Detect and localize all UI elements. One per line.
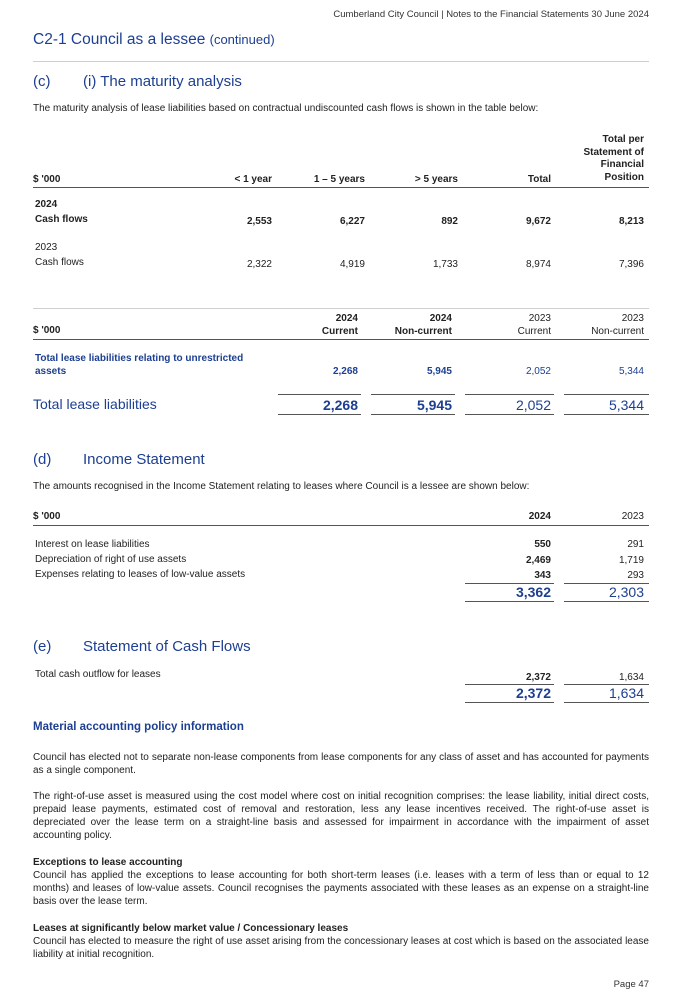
divider xyxy=(33,61,649,62)
table-rule xyxy=(33,339,649,340)
total-rule xyxy=(465,414,554,415)
liab-col-header xyxy=(591,312,644,338)
maturity-cell: 7,396 xyxy=(618,259,644,270)
maturity-col-gt5: > 5 years xyxy=(414,174,458,185)
total-rule xyxy=(465,601,554,602)
cashflows-total-cell: 1,634 xyxy=(608,685,644,701)
table-rule xyxy=(33,187,649,188)
income-cell: 1,719 xyxy=(618,555,644,566)
total-rule xyxy=(278,414,361,415)
income-row-label: Expenses relating to leases of low-value assets xyxy=(35,569,246,580)
section-d-title: Income Statement xyxy=(83,451,205,468)
section-c-letter: (c) xyxy=(33,73,51,90)
maturity-col-total: Total xyxy=(527,174,551,185)
liab-col-type: Non-current xyxy=(394,326,452,337)
policy-paragraph xyxy=(33,751,649,777)
liab-total-cell: 5,945 xyxy=(416,397,452,413)
maturity-cell: 2,553 xyxy=(246,216,272,227)
liab-cell: 5,945 xyxy=(426,366,452,377)
maturity-cell: 9,672 xyxy=(525,216,551,227)
maturity-cell: 6,227 xyxy=(339,216,365,227)
section-e-title: Statement of Cash Flows xyxy=(83,638,251,655)
policy-text: Council has applied the exceptions to lease accounting for both short-term leases (i.e. leases with a term of less than or equal to 12 months) and leases of low-value assets. Council recognises the payments associated with these leases as an expense on a straight-line basis over the lease term. xyxy=(33,870,649,907)
section-c-intro: The maturity analysis of lease liabilities based on contractual undiscounted cash flows is shown in the table below: xyxy=(33,103,539,114)
liab-col-year: 2023 xyxy=(528,313,551,324)
sofp-line: Financial xyxy=(600,159,644,170)
section-c-heading xyxy=(33,73,242,90)
policy-subheading: Exceptions to lease accounting xyxy=(33,857,183,868)
income-row-label: Depreciation of right of use assets xyxy=(35,554,187,565)
maturity-col-sofp xyxy=(583,134,644,184)
liab-col-year: 2023 xyxy=(621,313,644,324)
policy-text: The right-of-use asset is measured using the cost model where cost on initial recognition comprises: the lease liability, initial direct costs, prepaid lease payments, estimated cost of removal and restoration, less any lease incentives received. The right-of-use asset is depreciated over the lease term on a straight-line basis and assessed for impairment in accordance with the impairment of asset accounting policy. xyxy=(33,791,649,841)
page-title xyxy=(33,31,275,49)
policy-subheading: Leases at significantly below market value / Concessionary leases xyxy=(33,923,349,934)
income-cell: 343 xyxy=(534,570,551,581)
policy-paragraph xyxy=(33,856,649,908)
maturity-col-lt1: < 1 year xyxy=(234,174,272,185)
maturity-cell: 892 xyxy=(441,216,458,227)
total-rule xyxy=(465,702,554,703)
income-cell: 291 xyxy=(627,539,644,550)
cashflows-total-cell: 2,372 xyxy=(515,685,551,701)
section-d-intro: The amounts recognised in the Income Statement relating to leases where Council is a lessee are shown below: xyxy=(33,481,530,492)
total-rule xyxy=(371,394,455,395)
liab-col-type: Current xyxy=(517,326,551,337)
liab-col-year: 2024 xyxy=(429,313,452,324)
document-header: Cumberland City Council | Notes to the Financial Statements 30 June 2024 xyxy=(333,9,649,20)
liab-row-label-line: assets xyxy=(35,366,67,377)
policy-text: Council has elected to measure the right of use asset arising from the concessionary leases at cost which is based on the associated lease liability at initial recognition. xyxy=(33,936,649,960)
maturity-cell: 8,213 xyxy=(618,216,644,227)
liab-cell: 5,344 xyxy=(618,366,644,377)
title-continued: (continued) xyxy=(209,32,275,47)
total-rule xyxy=(278,394,361,395)
maturity-col-1-5: 1 – 5 years xyxy=(313,174,365,185)
income-cell: 2,469 xyxy=(525,555,551,566)
section-e-letter: (e) xyxy=(33,638,52,655)
total-rule xyxy=(564,702,649,703)
total-rule xyxy=(564,414,649,415)
liab-row-label xyxy=(35,352,243,378)
liab-total-label: Total lease liabilities xyxy=(33,396,157,412)
income-total-cell: 3,362 xyxy=(515,584,551,600)
total-rule xyxy=(564,394,649,395)
income-total-cell: 2,303 xyxy=(608,584,644,600)
total-rule xyxy=(564,601,649,602)
section-d-heading xyxy=(33,451,205,468)
section-d-letter: (d) xyxy=(33,451,52,468)
income-cell: 550 xyxy=(534,539,551,550)
policy-text: Council has elected not to separate non-lease components from lease components for any class of asset and has accounted for payments as a single component. xyxy=(33,752,649,776)
maturity-cell: 1,733 xyxy=(432,259,458,270)
maturity-unit-header: $ '000 xyxy=(33,174,61,185)
section-e-heading xyxy=(33,638,251,655)
liab-col-header xyxy=(322,312,358,338)
total-rule xyxy=(465,394,554,395)
liab-total-cell: 2,052 xyxy=(515,397,551,413)
liab-cell: 2,268 xyxy=(332,366,358,377)
page-number: Page 47 xyxy=(613,979,649,990)
maturity-cell: 4,919 xyxy=(339,259,365,270)
maturity-row-label: Cash flows xyxy=(35,214,88,225)
sofp-line: Position xyxy=(604,171,644,183)
total-rule xyxy=(371,414,455,415)
income-col-2023: 2023 xyxy=(621,511,644,522)
income-row-label: Interest on lease liabilities xyxy=(35,539,150,550)
maturity-row-year: 2024 xyxy=(35,199,58,210)
liab-col-type: Current xyxy=(321,326,358,337)
liab-cell: 2,052 xyxy=(525,366,551,377)
income-cell: 293 xyxy=(627,570,644,581)
section-c-title: (i) The maturity analysis xyxy=(83,73,242,90)
cashflows-cell: 1,634 xyxy=(618,672,644,683)
maturity-cell: 8,974 xyxy=(525,259,551,270)
liab-unit-header: $ '000 xyxy=(33,325,61,336)
liab-total-cell: 2,268 xyxy=(322,397,358,413)
liab-col-header xyxy=(395,312,452,338)
sofp-line: Total per xyxy=(602,134,644,145)
sofp-line: Statement of xyxy=(583,146,644,158)
policy-paragraph xyxy=(33,922,649,961)
table-rule xyxy=(33,525,649,526)
cashflows-cell: 2,372 xyxy=(525,672,551,683)
title-main: C2-1 Council as a lessee xyxy=(33,31,206,48)
income-col-2024: 2024 xyxy=(528,511,551,522)
maturity-row-year: 2023 xyxy=(35,242,58,253)
liab-row-label-line: Total lease liabilities relating to unrestricted xyxy=(35,353,244,364)
liab-col-year: 2024 xyxy=(335,313,358,324)
policy-heading: Material accounting policy information xyxy=(33,721,244,733)
policy-paragraph xyxy=(33,790,649,842)
cashflows-row-label: Total cash outflow for leases xyxy=(35,669,161,680)
maturity-row-label: Cash flows xyxy=(35,257,84,268)
liab-total-cell: 5,344 xyxy=(608,397,644,413)
liab-col-header xyxy=(518,312,551,338)
liab-col-type: Non-current xyxy=(591,326,644,337)
maturity-cell: 2,322 xyxy=(246,259,272,270)
table-rule xyxy=(33,308,649,309)
income-unit-header: $ '000 xyxy=(33,511,61,522)
